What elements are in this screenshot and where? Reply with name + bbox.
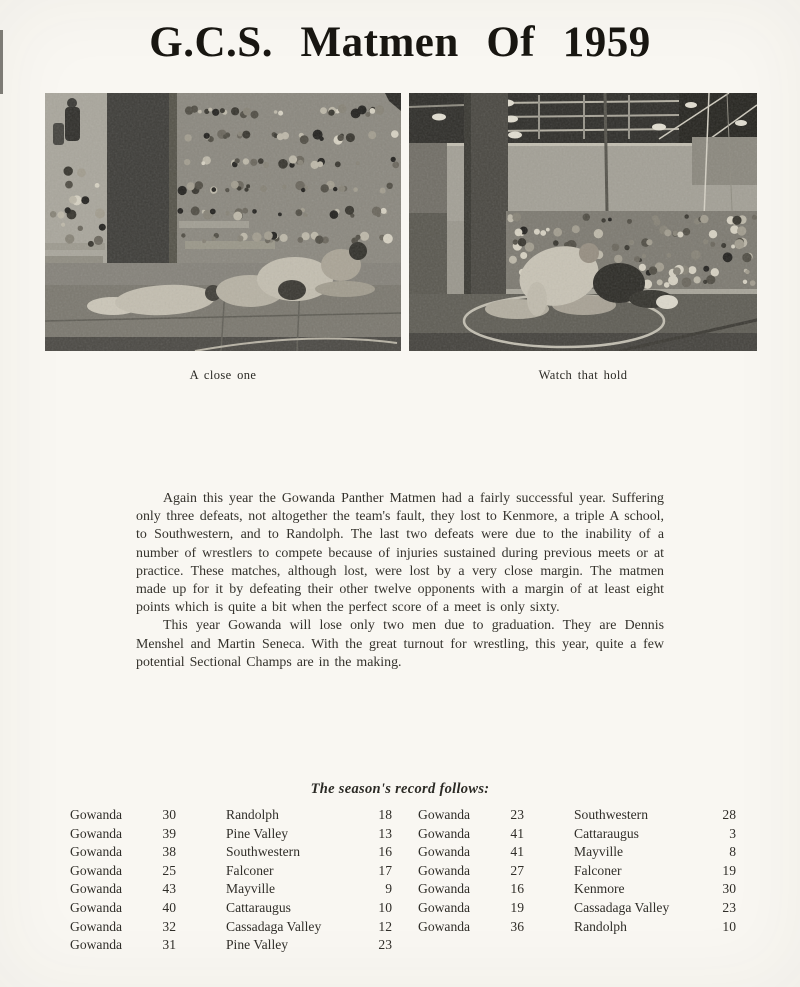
opponent-name: Cattaraugus [226, 899, 291, 915]
team-score: 19 [510, 899, 524, 915]
opponent-name: Cattaraugus [574, 825, 639, 841]
team-name: Gowanda [70, 807, 123, 822]
team-name: Gowanda [70, 937, 123, 953]
record-row [416, 862, 736, 881]
team-score: 39 [162, 825, 176, 841]
opponent-score: 30 [722, 881, 736, 897]
record-row [68, 899, 392, 918]
article-paragraph-1: Again this year the Gowanda Panther Matmen had a fairly successful year. Suffering only three defeats, not altogether the team's fault, they lost to Kenmore, a triple A school, to Southwestern, and to Randolph. The last two defeats were due to the inability of a number of wrestlers to compete because of injuries sustained during previous meets or at practice. These matches, although lost, were lost by a very close margin. The matmen made up for it by defeating their other twelve opponents with a margin of at least eight points which is quite a bit when the perfect score of a meet is only sixty. [136, 491, 664, 616]
team-score: 43 [162, 881, 176, 897]
page-title: G.C.S. Matmen Of 1959 [149, 19, 651, 66]
opponent-score: 3 [729, 825, 736, 841]
team-name: Gowanda [418, 844, 471, 860]
opponent-name: Falconer [574, 862, 622, 878]
photo-caption-right: Watch that hold [538, 368, 628, 382]
record-row [416, 880, 736, 899]
team-name: Gowanda [70, 825, 123, 841]
opponent-score: 28 [722, 807, 736, 822]
opponent-score: 12 [378, 918, 392, 934]
article-text [136, 490, 664, 672]
photo-caption-left: A close one [189, 368, 257, 382]
team-name: Gowanda [418, 862, 471, 878]
team-score: 31 [162, 937, 176, 953]
record-row [68, 880, 392, 899]
photo-right-wrestling-match [409, 93, 757, 351]
record-column-right [416, 806, 736, 955]
record-row [416, 918, 736, 937]
opponent-name: Pine Valley [226, 825, 289, 841]
article-paragraph-2: This year Gowanda will lose only two men due to graduation. They are Dennis Menshel and Martin Seneca. With the great turnout for wrestling, this year, quite a few potential Sectional Champs are in the making. [136, 618, 664, 670]
team-score: 23 [510, 807, 524, 822]
season-record-table [68, 806, 738, 955]
team-score: 41 [510, 844, 524, 860]
record-row [416, 843, 736, 862]
opponent-name: Mayville [226, 881, 276, 897]
team-score: 16 [510, 881, 524, 897]
team-score: 40 [162, 899, 176, 915]
opponent-score: 10 [722, 918, 736, 934]
record-row [68, 806, 392, 825]
opponent-score: 23 [378, 937, 392, 953]
opponent-name: Cassadaga Valley [574, 899, 670, 915]
photo-grain [45, 93, 401, 351]
opponent-score: 10 [378, 899, 392, 915]
photo-grain [409, 93, 757, 351]
opponent-score: 16 [378, 844, 392, 860]
opponent-name: Southwestern [574, 807, 649, 822]
photo-left-wrestling-match [45, 93, 401, 351]
team-score: 25 [162, 862, 176, 878]
team-name: Gowanda [418, 918, 471, 934]
record-row [416, 825, 736, 844]
opponent-score: 8 [729, 844, 736, 860]
opponent-score: 17 [378, 862, 392, 878]
team-score: 27 [510, 862, 524, 878]
team-score: 36 [510, 918, 524, 934]
record-row [68, 936, 392, 955]
team-name: Gowanda [418, 881, 471, 897]
opponent-name: Kenmore [574, 881, 625, 897]
opponent-score: 23 [722, 899, 736, 915]
opponent-name: Cassadaga Valley [226, 918, 322, 934]
opponent-score: 9 [385, 881, 392, 897]
team-score: 38 [162, 844, 176, 860]
team-name: Gowanda [70, 844, 123, 860]
team-score: 32 [162, 918, 176, 934]
record-row [68, 825, 392, 844]
team-name: Gowanda [70, 881, 123, 897]
record-row [416, 899, 736, 918]
opponent-name: Falconer [226, 862, 274, 878]
team-name: Gowanda [418, 807, 471, 822]
team-score: 41 [510, 825, 524, 841]
opponent-name: Pine Valley [226, 937, 289, 953]
team-name: Gowanda [70, 899, 123, 915]
opponent-score: 19 [722, 862, 736, 878]
opponent-name: Southwestern [226, 844, 301, 860]
season-record-heading: The season's record follows: [310, 781, 490, 797]
opponent-name: Randolph [226, 807, 279, 822]
opponent-score: 18 [378, 807, 392, 822]
opponent-score: 13 [378, 825, 392, 841]
record-row [416, 806, 736, 825]
team-name: Gowanda [418, 825, 471, 841]
record-row [68, 918, 392, 937]
team-name: Gowanda [418, 899, 471, 915]
record-column-left [68, 806, 392, 955]
opponent-name: Mayville [574, 844, 624, 860]
team-score: 30 [162, 807, 176, 822]
record-row [68, 843, 392, 862]
record-row [68, 862, 392, 881]
opponent-name: Randolph [574, 918, 627, 934]
team-name: Gowanda [70, 862, 123, 878]
team-name: Gowanda [70, 918, 123, 934]
